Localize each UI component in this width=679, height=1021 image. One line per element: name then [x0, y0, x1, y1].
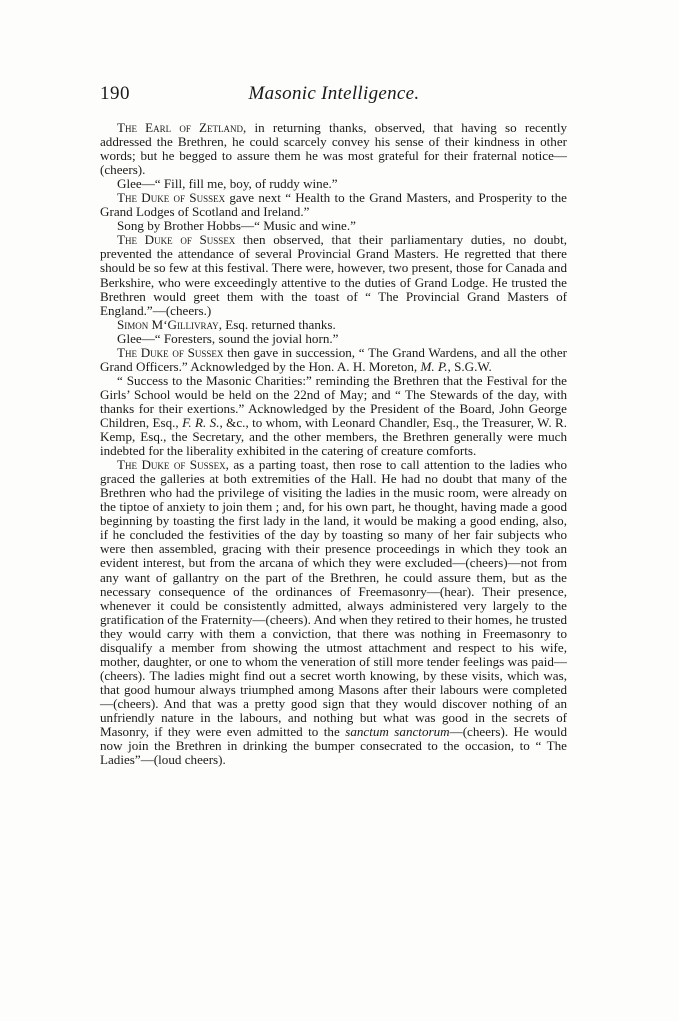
paragraph — [100, 332, 567, 346]
text-run: gave next “ Health to the Grand Masters, and Prosperity to the Grand Lodges of Scotland and Ireland.” — [100, 190, 567, 220]
page-header-title: Masonic Intelligence. — [248, 83, 420, 104]
paragraph — [100, 374, 567, 458]
text-run: then gave in succession, “ The Grand Wardens, and all the other Grand Officers.” Acknowledged by the Hon. A. H. Moreton, — [100, 344, 567, 374]
speaker-name: The Duke of Sussex — [117, 232, 236, 248]
italic-text: M. P. — [420, 358, 448, 374]
paragraph — [100, 458, 567, 767]
italic-text: sanctum sanctorum — [345, 724, 450, 740]
paragraph — [100, 219, 567, 233]
paragraph — [100, 177, 567, 191]
speaker-name: The Duke of Sussex — [117, 457, 226, 473]
page-number: 190 — [100, 83, 130, 104]
speaker-name: The Duke of Sussex — [117, 190, 226, 206]
text-run: , &c., to whom, with Leonard Chandler, Esq., the Treasurer, W. R. Kemp, Esq., the Secretary, and the other members, the Brethren generally were much indebted for the liberality exhibited in the catering of creature comforts. — [100, 414, 567, 459]
running-head — [100, 83, 568, 107]
article-body — [100, 121, 567, 767]
speaker-name: The Earl of Zetland — [117, 120, 244, 135]
text-run: then observed, that their parliamentary duties, no doubt, prevented the attendance of several Provincial Grand Masters. He regretted that there should be so few at this festival. There were, however, two present, those for Canada and Berkshire, who were exceedingly attentive to the duties of Grand Lodge. He trusted the Brethren would greet them with the toast of “ The Provincial Grand Masters of England.”—(cheers.) — [100, 232, 567, 318]
text-run: , S.G.W. — [447, 358, 492, 374]
paragraph — [100, 346, 567, 374]
speaker-name: The Duke of Sussex — [117, 344, 224, 360]
text-run: , as a parting toast, then rose to call attention to the ladies who graced the galleries at both extremities of the Hall. He had no doubt that many of the Brethren who had the privilege of visiting the ladies in the music room, were already on the tiptoe of anxiety to join them ; and, for his own part, he thought, having made a good beginning by toasting the first lady in the land, it would be making a good ending, also, if he concluded the festivities of the day by toasting so many of her fair subjects who were then assembled, gracing with their presence proceedings in which they took an evident interest, but from the arcana of which they were excluded—(cheers)—not from any want of gallantry on the part of the Brethren, he could assure them, but as the necessary consequence of the ordinances of Freemasonry—(hear). Their presence, whenever it could be consistently admitted, always administered very largely to the gratification of the Fraternity—(cheers). And when they retired to their homes, he trusted they would carry with them a conviction, that there was nothing in Freemasonry to disqualify a member from showing the utmost attachment and respect to his wife, mother, daughter, or one to whom the veneration of still more tender feelings was paid—(cheers). The ladies might find out a secret worth knowing, by these visits, which was, that good humour always triumphed among Masons after their labours were completed—(cheers). And that was a pretty good sign that they would discover nothing of an unfriendly nature in the labours, and nothing but what was good in the secrets of Masonry, if they were even admitted to the — [100, 457, 568, 740]
text-run: —(cheers). He would now join the Brethren in drinking the bumper consecrated to the occasion, to “ The Ladies”—(loud cheers). — [100, 724, 568, 768]
text-run: Song by Brother Hobbs—“ Music and wine.” — [117, 218, 356, 234]
text-run: Glee—“ Fill, fill me, boy, of ruddy wine.” — [117, 176, 338, 192]
paragraph — [100, 121, 567, 177]
italic-text: F. R. S. — [182, 414, 220, 430]
paragraph — [100, 191, 567, 219]
paragraph — [100, 318, 567, 332]
speaker-name: Simon M‘Gillivray — [117, 316, 219, 332]
text-run: , Esq. returned thanks. — [218, 316, 336, 332]
text-run: , in returning thanks, observed, that having so recently addressed the Brethren, he could scarcely convey his sense of their kindness in other words; but he begged to assure them he was most grateful for their fraternal notice—(cheers). — [100, 120, 567, 178]
text-run: “ Success to the Masonic Charities:” reminding the Brethren that the Festival for the Girls’ School would be held on the 22nd of May; and “ The Stewards of the day, with thanks for their exertions.” Acknowledged by the President of the Board, John George Children, Esq., — [100, 372, 567, 430]
text-run: Glee—“ Foresters, sound the jovial horn.” — [117, 330, 339, 346]
paragraph — [100, 233, 567, 317]
